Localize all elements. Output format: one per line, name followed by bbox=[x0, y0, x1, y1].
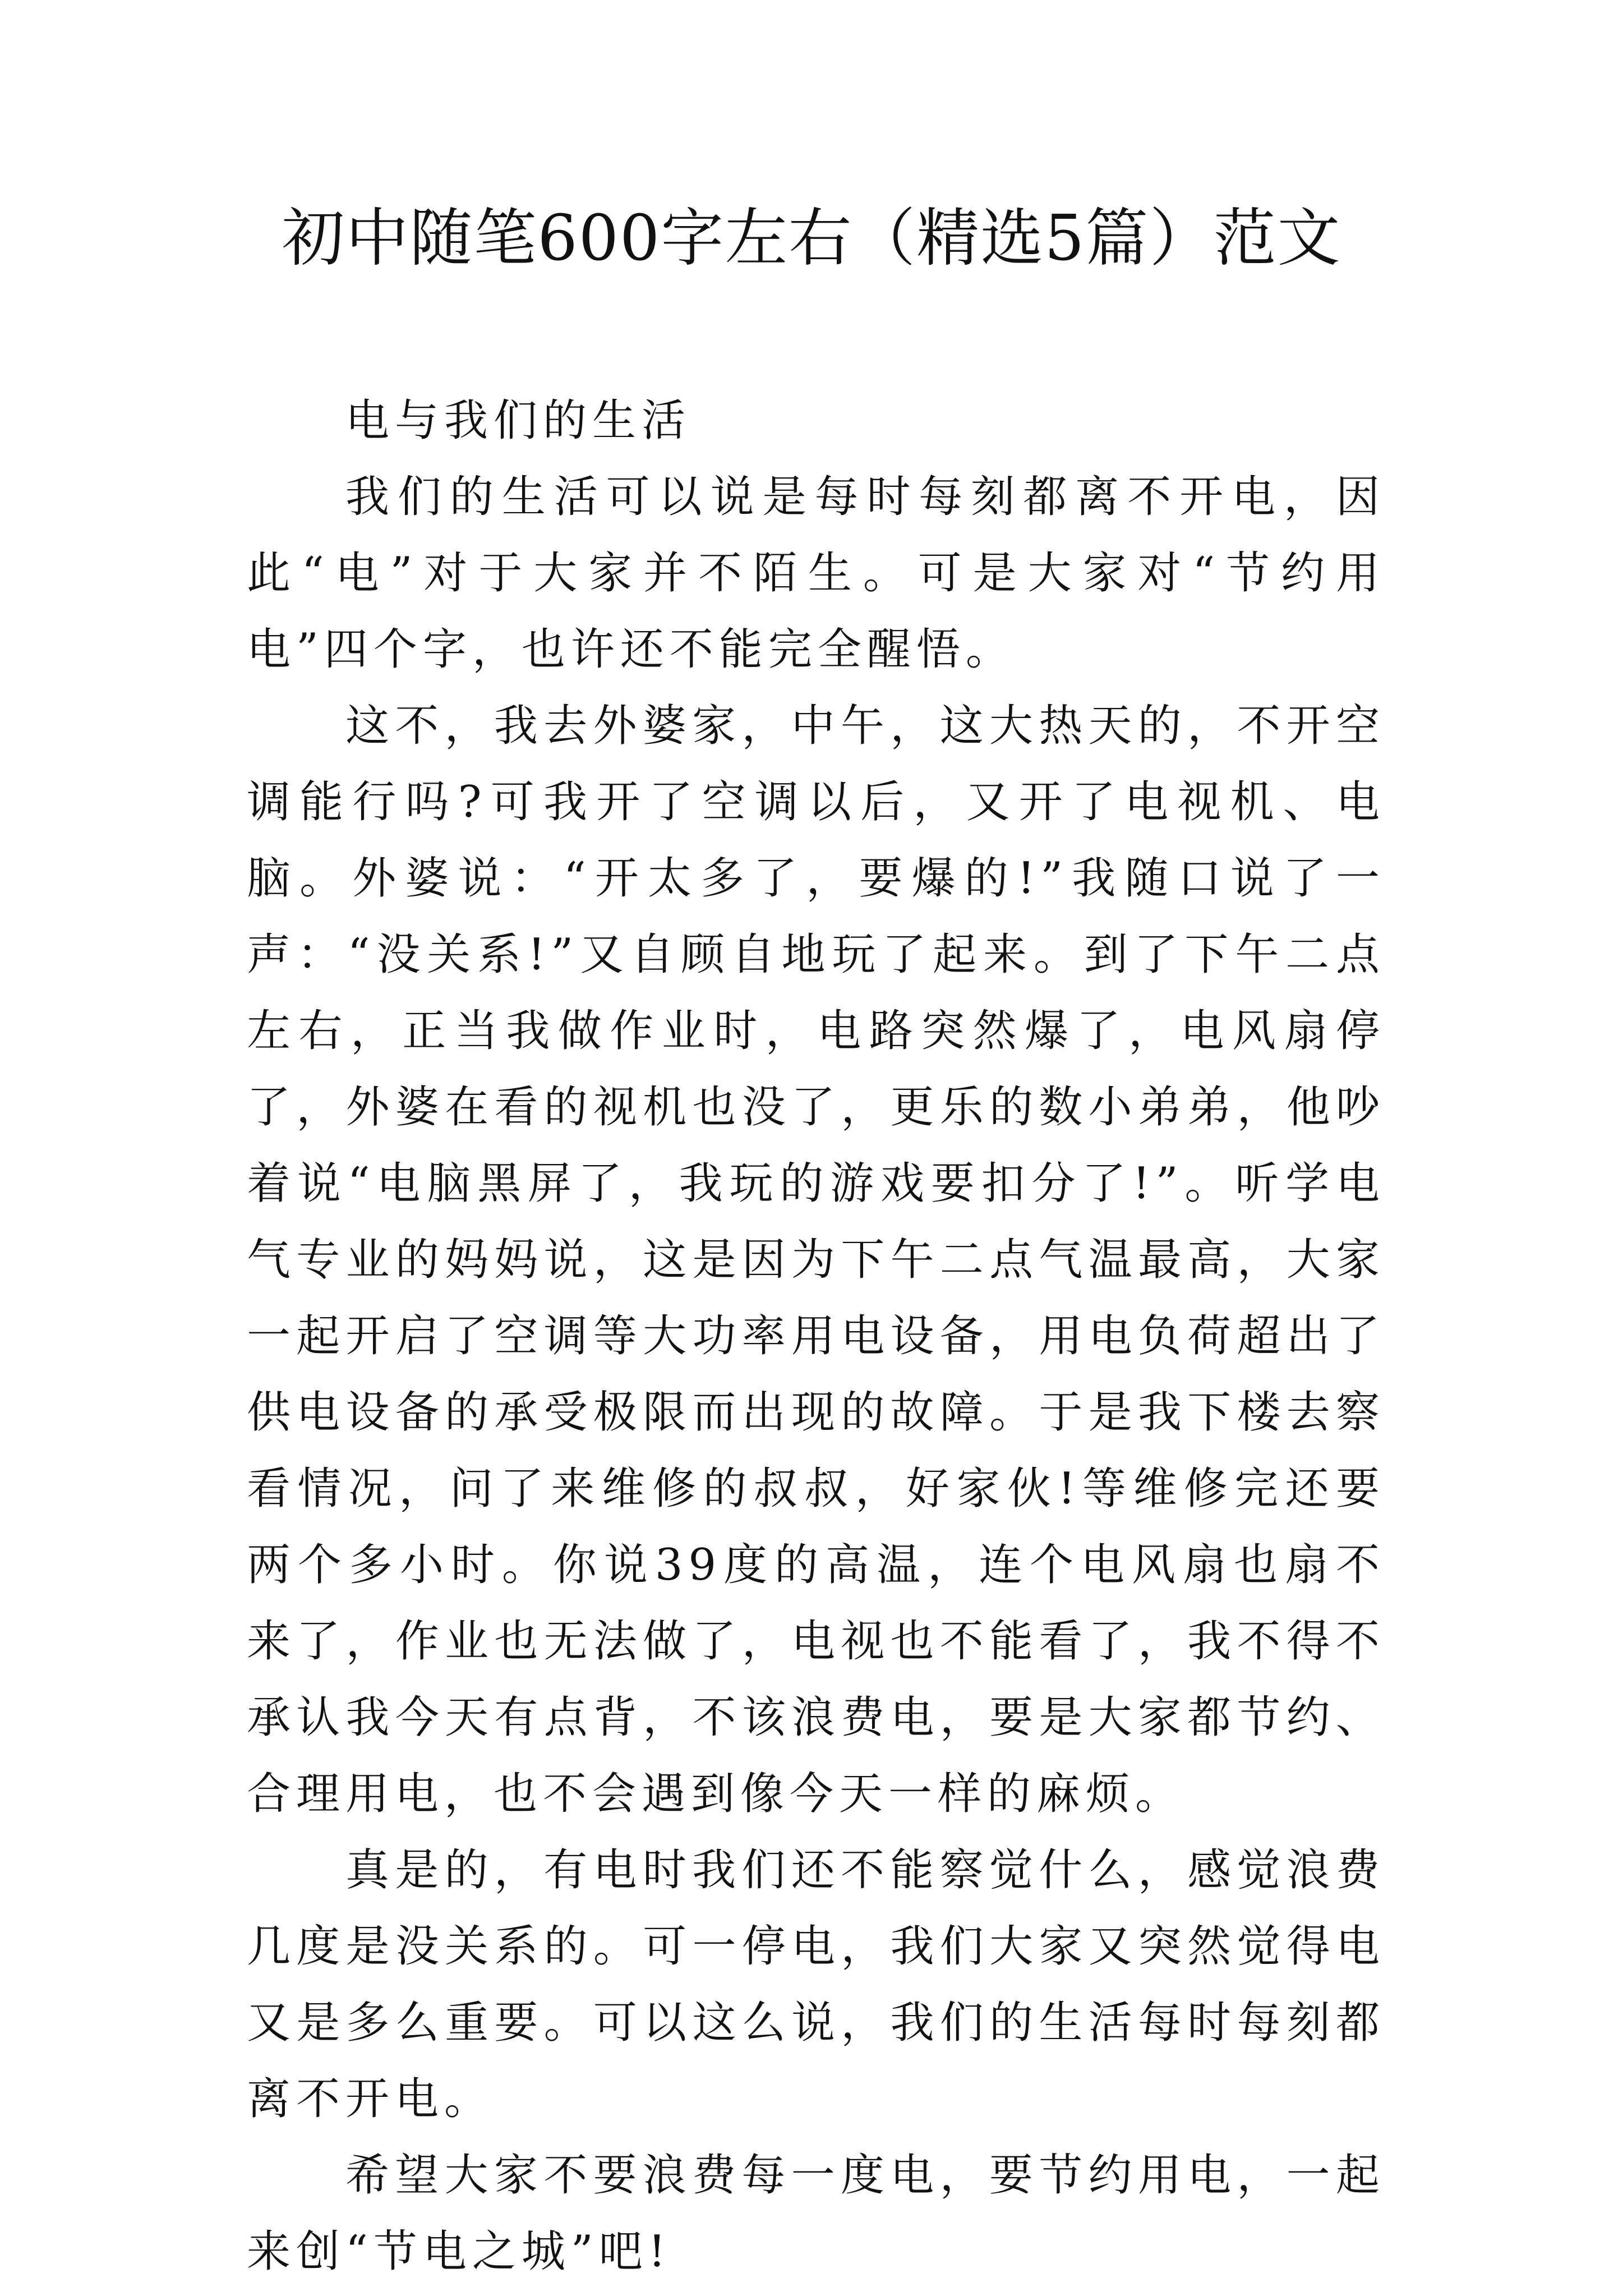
paragraph-4: 希望大家不要浪费每一度电，要节约用电，一起来创“节电之城”吧! bbox=[247, 2150, 1385, 2277]
section-heading: 电与我们的生活 bbox=[345, 395, 691, 446]
document-title: 初中随笔600字左右（精选5篇）范文 bbox=[282, 202, 1341, 275]
paragraph-1: 我们的生活可以说是每时每刻都离不开电，因此“电”对于大家并不陌生。可是大家对“节约用电”四个字，也许还不能完全醒悟。 bbox=[247, 472, 1385, 675]
paragraph-3: 真是的，有电时我们还不能察觉什么，感觉浪费几度是没关系的。可一停电，我们大家又突然觉得电又是多么重要。可以这么说，我们的生活每时每刻都离不开电。 bbox=[247, 1845, 1385, 2124]
paragraph-2: 这不，我去外婆家，中午，这大热天的，不开空调能行吗?可我开了空调以后，又开了电视机、电脑。外婆说：“开太多了，要爆的!”我随口说了一声：“没关系!”又自顾自地玩了起来。到了下午二点左右，正当我做作业时，电路突然爆了，电风扇停了，外婆在看的视机也没了，更乐的数小弟弟，他吵着说“电脑黑屏了，我玩的游戏要扣分了!”。听学电气专业的妈妈说，这是因为下午二点气温最高，大家一起开启了空调等大功率用电设备，用电负荷超出了供电设备的承受极限而出现的故障。于是我下楼去察看情况，问了来维修的叔叔，好家伙!等维修完还要两个多小时。你说39度的高温，连个电风扇也扇不来了，作业也无法做了，电视也不能看了，我不得不承认我今天有点背，不该浪费电，要是大家都节约、合理用电，也不会遇到像今天一样的麻烦。 bbox=[247, 701, 1385, 1819]
document-body bbox=[247, 383, 1385, 2290]
